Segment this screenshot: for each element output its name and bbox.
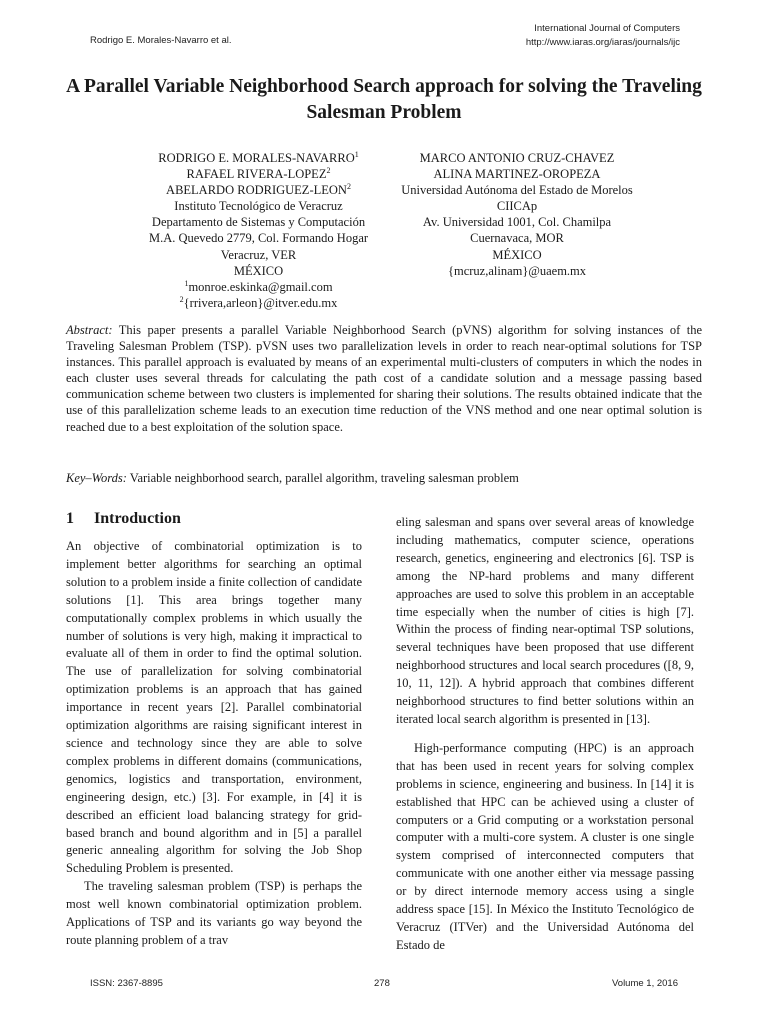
author-country-right: MÉXICO [492,247,542,262]
author-institute: Instituto Tecnológico de Veracruz [174,199,343,214]
author-email-2: $^2${rrivera,arleon}@itver.edu.mx [179,294,338,310]
journal-url: http://www.iaras.org/iaras/journals/ijc [525,37,680,48]
author-name-2: RAFAEL RIVERA-LOPEZ$^2$ [186,166,331,182]
author-university: Universidad Autónoma del Estado de Morelos [401,183,633,198]
author-email-right: {mcruz,alinam}@uaem.mx [447,263,587,278]
author-department: Departamento de Sistemas y Computación [151,215,366,230]
author-name-5: ALINA MARTINEZ-OROPEZA [433,167,601,182]
running-header-authors: Rodrigo E. Morales-Navarro et al. [90,35,232,46]
section-number: 1 [66,510,74,527]
author-center: CIICAp [496,199,538,214]
abstract-text: This paper presents a parallel Variable Neighborhood Search (pVNS) algorithm for solving instances of the Traveling Salesman Problem (TSP). pVSN uses two parallelization levels in order to reach near-optimal solutions for TSP instances. This parallel approach is evaluated by means of an experimental multi-clusters of computers in which the nodes in each cluster uses several threads for calculating the path cost of a candidate solution and a message passing based communication scheme between two clusters is implemented for sharing their solutions. The results obtained indicate that the use of this parallelization scheme leads to an execution time reduction of the VNS method and one near optimal solution is reached due to a best exploitation of the solution space. [66,323,702,434]
author-city: Veracruz, VER [220,247,297,262]
author-country: MÉXICO [233,263,284,278]
footer-page-number: 278 [374,978,390,989]
body-column-right [396,514,694,955]
keywords [66,470,702,486]
journal-name: International Journal of Computers [534,23,680,34]
abstract-label: Abstract: [66,323,113,337]
paragraph-4: High-performance computing (HPC) is an approach that has been used in recent years for solving complex problems in science, engineering and business. In [14] it is established that HPC can be achieved using a cluster of computers or a Grid computing or a workstation personal computer with a multi-core system. A cluster is one single system comprised of interconnected computers that communicate with one another either via message passing or by direct internode memory access using a single address space [15]. In México the Instituto Tecnológico de Veracruz (ITVer) and the Universidad Autónoma del Estado de [396,740,694,952]
section-heading [66,510,181,528]
author-name-1: RODRIGO E. MORALES-NAVARRO$^1$ [158,150,359,165]
abstract [66,322,702,435]
footer-volume: Volume 1, 2016 [611,978,678,989]
paragraph-1: An objective of combinatorial optimization is to implement better algorithms for searching an optimal solution to a problem inside a finite collection of candidate solutions [1]. This area brings together many computationally complex problems in which usually the number of solutions is very high, making it impractical to evaluate all of them in order to find the optimal solution. The use of parallelization for solving combinatorial optimization problems is an approach that has gained importance in recent years [2]. Parallel combinatorial optimization algorithms are raising significant interest in science and technology since they are able to solve complex problems in different domains (communications, genomics, logistics and transportation, environment, engineering design, etc.) [3]. For example, in [4] it is described an efficient load balancing strategy for grid-based branch and bound algorithm and in [5] a parallel generic annealing algorithm for solving the Job Shop Scheduling Problem is presented. [66,539,362,876]
author-block-right [367,150,667,279]
author-name-4: MARCO ANTONIO CRUZ-CHAVEZ [419,151,615,165]
author-block-left [126,150,391,311]
body-column-left [66,538,362,950]
footer-issn: ISSN: 2367-8895 [90,978,163,989]
keywords-label: Key–Words: [66,471,127,485]
author-street: M.A. Quevedo 2779, Col. Formando Hogar [148,231,369,246]
running-header-journal [526,22,680,50]
author-email-1: $^1$monroe.eskinka@gmail.com [184,278,333,294]
paragraph-3: eling salesman and spans over several areas of knowledge including mathematics, computer science, operations research, genetics, engineering and electronics [6]. TSP is among the NP-hard problems and many different approaches are used to solve this problem in an acceptable time especially when the number of cities is high [7]. Within the process of finding near-optimal TSP solutions, several techniques have been proposed that use different neighborhood structures and local search procedures ([8, 9, 10, 11, 12]). A hybrid approach that combines different neighborhood structures to find better solutions within an iterated local search algorithm is presented in [13]. [396,515,694,726]
author-name-3: ABELARDO RODRIGUEZ-LEON$^2$ [166,182,351,198]
keywords-text: Variable neighborhood search, parallel algorithm, traveling salesman problem [129,471,519,485]
section-title: Introduction [94,510,181,527]
author-street-right: Av. Universidad 1001, Col. Chamilpa [422,215,612,230]
author-city-right: Cuernavaca, MOR [470,231,564,246]
paper-title: A Parallel Variable Neighborhood Search approach for solving the Traveling Salesman Problem [66,76,702,123]
paragraph-2: The traveling salesman problem (TSP) is perhaps the most well known combinatorial optimization problem. Applications of TSP and its variants go way beyond the route planning problem of a trav [66,879,362,947]
